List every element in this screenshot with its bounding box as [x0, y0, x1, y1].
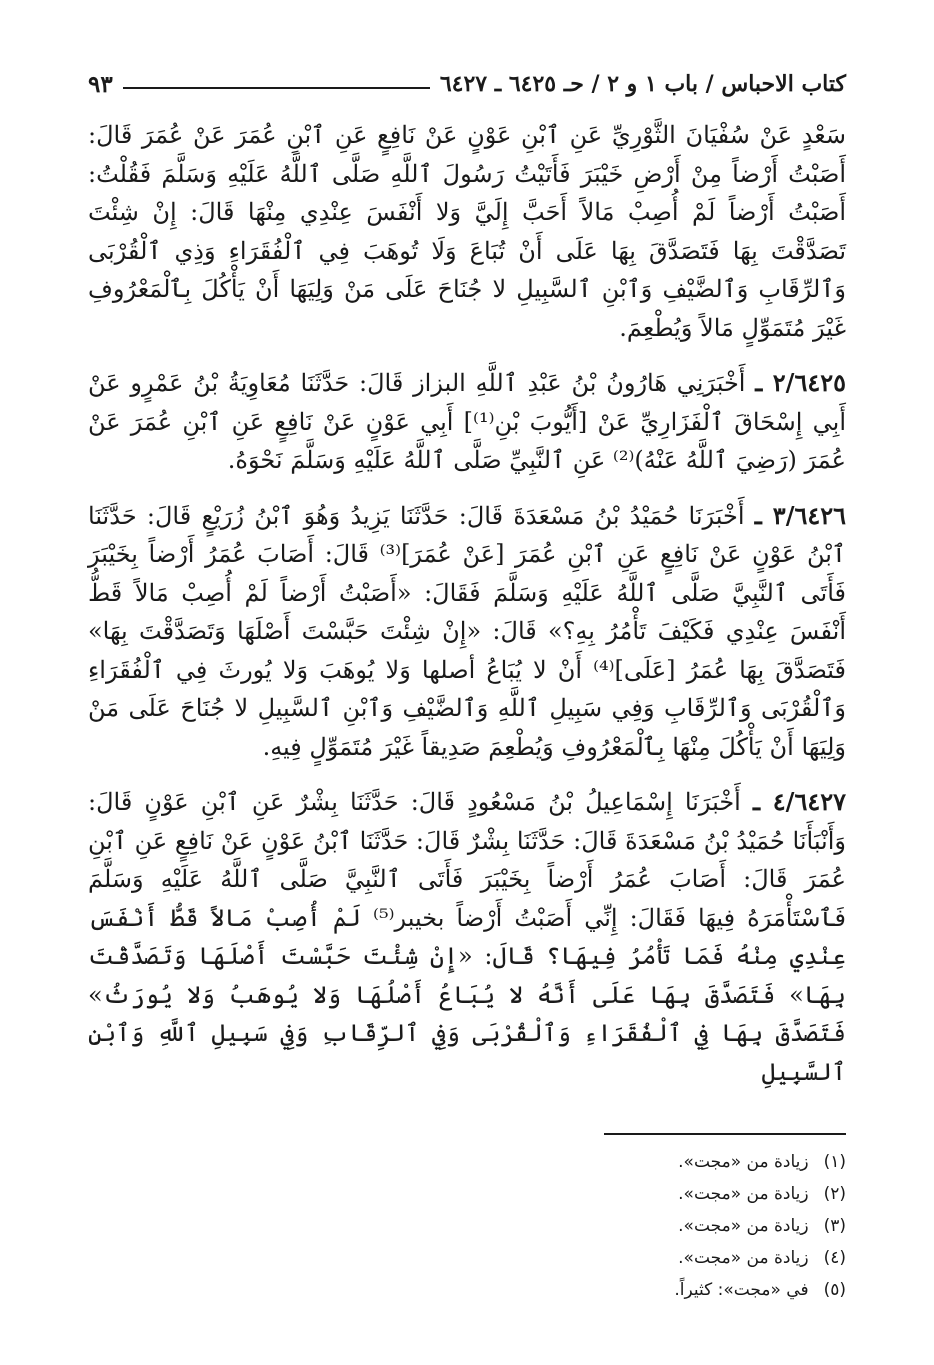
footnote-number: (١): [823, 1152, 846, 1172]
footnote-text: زيادة من «مجت».: [678, 1248, 809, 1268]
footnote-separator: [604, 1133, 846, 1135]
hadith-number: ٣/٦٤٢٦ ـ: [754, 500, 847, 530]
footnote-text: في «مجت»: كثيراً.: [674, 1280, 809, 1300]
page-number: ٩٣: [88, 70, 113, 98]
footnote-number: (٣): [823, 1216, 846, 1236]
footnote: [446, 1210, 846, 1242]
footnote-number: (٤): [823, 1248, 846, 1268]
footnote: [446, 1242, 846, 1274]
header-rule: [123, 87, 430, 89]
footnotes: [446, 1146, 846, 1306]
footnote: [446, 1146, 846, 1178]
hadith-paragraph: [88, 497, 846, 767]
footnote-text: زيادة من «مجت».: [678, 1216, 809, 1236]
paragraph-text: أَخْبَرَنَا إِسْمَاعِيلُ بْنُ مَسْعُودٍ قَالَ: حَدَّثَنَا بِشْرٌ عَنِ ٱبْنِ عَوْنٍ قَالَ: وَأَنْبَأَنَا حُمَيْدُ بْنُ مَسْعَدَةَ قَالَ: حَدَّثَنَا بِشْرٌ قَالَ: حَدَّثَنَا ٱبْنُ عَوْنٍ عَنْ نَافِعٍ عَنِ ٱبْنِ عُمَرَ قَالَ: أَصَابَ عُمَرُ أَرْضاً بِخَيْبَرَ فَأَتَى ٱلنَّبِيَّ صَلَّى ٱللَّهُ عَلَيْهِ وَسَلَّمَ فَٱسْتَأْمَرَهُ فِيهَا فَقَالَ: إِنِّي أَصَبْتُ أَرْضاً بخيبر⁽⁵⁾ لَمْ أُصِبْ مَالاً قَطُّ أَنْفَسَ عِنْدِي مِنْهُ فَمَا تَأْمُرُ فِيهَا؟ قَالَ: «إِنْ شِئْتَ حَبَّسْتَ أَصْلَهَا وَتَصَدَّقْتَ بِهَا» فَتَصَدَّقَ بِهَا عَلَى أَنَّهُ لا يُبَاعُ أَصْلُهَا وَلا يُوهَبُ وَلا يُورَثُ» فَتَصَدَّقَ بِهَا فِي ٱلْفُقَرَاءِ وَٱلْقُرْبَى وَفِي ٱلرِّقَابِ وَفِي سَبِيلِ ٱللَّهِ وَٱبْنِ ٱلسَّبِيلِ: [88, 788, 846, 1086]
footnote-number: (٥): [823, 1280, 846, 1300]
footnote-number: (٢): [823, 1184, 846, 1204]
running-header: [88, 66, 846, 102]
footnote-text: زيادة من «مجت».: [678, 1184, 809, 1204]
paragraph-text: سَعْدٍ عَنْ سُفْيَانَ الثَّوْرِيِّ عَنِ ٱبْنِ عَوْنٍ عَنْ نَافِعٍ عَنِ ٱبْنِ عُمَرَ عَنْ عُمَرَ قَالَ: أَصَبْتُ أَرْضاً مِنْ أَرْضِ خَيْبَرَ فَأَتَيْتُ رَسُولَ ٱللَّهِ صَلَّى ٱللَّهُ عَلَيْهِ وَسَلَّمَ فَقُلْتُ: أَصَبْتُ أَرْضاً لَمْ أُصِبْ مَالاً أَحَبَّ إِلَيَّ وَلا أَنْفَسَ عِنْدِي مِنْهَا قَالَ: إِنْ شِئْتَ تَصَدَّقْتَ بِهَا فَتَصَدَّقَ بِهَا عَلَى أَنْ تُبَاعَ وَلَا تُوهَبَ فِي ٱلْفُقَرَاءِ وَذِي ٱلْقُرْبَى وَٱلرِّقَابِ وَٱلضَّيْفِ وَٱبْنِ ٱلسَّبِيلِ لا جُنَاحَ عَلَى مَنْ وَلِيَهَا أَنْ يَأْكُلَ بِٱلْمَعْرُوفِ غَيْرَ مُتَمَوِّلٍ مَالاً وَيُطْعِمَ.: [88, 121, 846, 342]
footnote: [446, 1178, 846, 1210]
hadith-number: ٤/٦٤٢٧ ـ: [752, 787, 846, 816]
paragraph-text: أَخْبَرَنِي هَارُونُ بْنُ عَبْدِ ٱللَّهِ البزاز قَالَ: حَدَّثَنَا مُعَاوِيَةُ بْنُ عَمْرٍو عَنْ أَبِي إِسْحَاقَ ٱلْفَزَارِيِّ عَنْ [أَيُّوبَ بْنِ⁽¹⁾] أَبِي عَوْنٍ عَنْ نَافِعٍ عَنِ ٱبْنِ عُمَرَ عَنْ عُمَرَ (رَضِيَ ٱللَّهُ عَنْهُ)⁽²⁾ عَنِ ٱلنَّبِيِّ صَلَّى ٱللَّهُ عَلَيْهِ وَسَلَّمَ نَحْوَهُ.: [88, 369, 846, 474]
footnote-text: زيادة من «مجت».: [678, 1152, 809, 1172]
hadith-paragraph: [88, 783, 846, 1091]
hadith-paragraph: [88, 364, 846, 480]
hadith-number: ٢/٦٤٢٥ ـ: [755, 368, 846, 397]
main-text: [88, 116, 846, 1108]
paragraph-text: أَخْبَرَنَا حُمَيْدُ بْنُ مَسْعَدَةَ قَالَ: حَدَّثَنَا يَزِيدُ وَهُوَ ٱبْنُ زُرَيْعٍ قَالَ: حَدَّثَنَا ٱبْنُ عَوْنٍ عَنْ نَافِعٍ عَنِ ٱبْنِ عُمَرَ [عَنْ عُمَرَ]⁽³⁾ قَالَ: أَصَابَ عُمَرُ أَرْضاً بِخَيْبَرَ فَأَتَى ٱلنَّبِيَّ صَلَّى ٱللَّهُ عَلَيْهِ وَسَلَّمَ فَقَالَ: «أَصَبْتُ أَرْضاً لَمْ أُصِبْ مَالاً قَطُّ أَنْفَسَ عِنْدِي فَكَيْفَ تَأْمُرُ بِهِ؟» قَالَ: «إِنْ شِئْتَ حَبَّسْتَ أَصْلَهَا وَتَصَدَّقْتَ بِهَا» فَتَصَدَّقَ بِهَا عُمَرُ [عَلَى]⁽⁴⁾ أَنْ لا يُبَاعُ أصلها وَلا يُوهَبَ وَلا يُورثَ فِي ٱلْفُقَرَاءِ وَٱلْقُرْبَى وَٱلرِّقَابِ وَفِي سَبِيلِ ٱللَّهِ وَٱلضَّيْفِ وَٱبْنِ ٱلسَّبِيلِ لا جُنَاحَ عَلَى مَنْ وَلِيَهَا أَنْ يَأْكُلَ مِنْهَا بِٱلْمَعْرُوفِ وَيُطْعِمَ صَدِيقاً غَيْرَ مُتَمَوِّلٍ فِيهِ.: [88, 501, 847, 761]
footnote: [446, 1274, 846, 1306]
paragraph-continuation: [88, 116, 846, 347]
header-title: كتاب الاحباس / باب ١ و ٢ / حـ ٦٤٢٥ ـ ٦٤٢٧: [439, 71, 846, 97]
